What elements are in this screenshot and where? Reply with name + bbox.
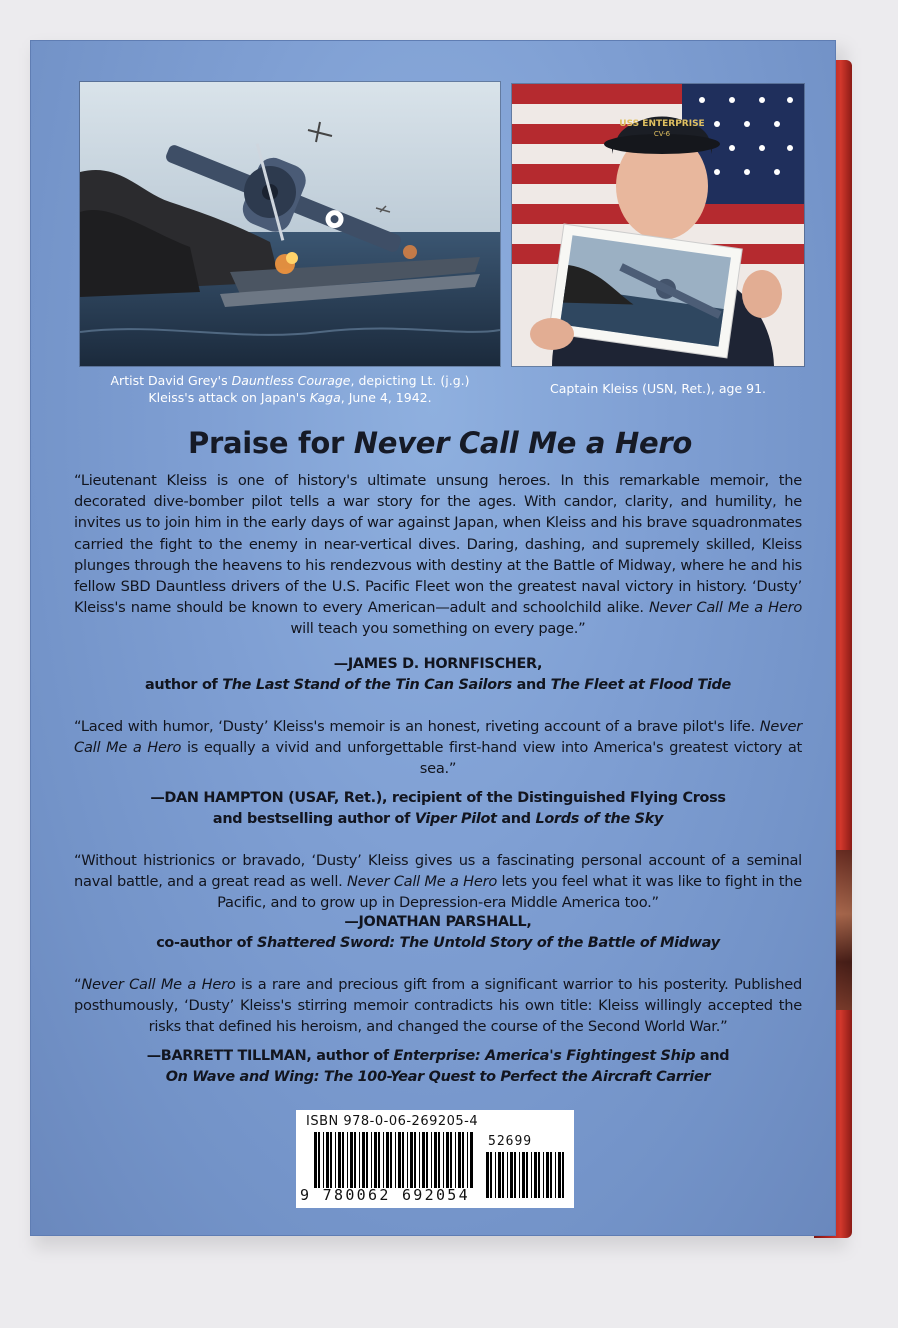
barcode-bar [534, 1152, 537, 1198]
caption-left-italic: Dauntless Courage [231, 373, 351, 388]
isbn-label: ISBN 978-0-06-269205-4 [306, 1114, 479, 1129]
attribution-text: co-author of [156, 935, 257, 951]
barcode-bar [555, 1152, 556, 1198]
quote-parshall [74, 850, 802, 914]
barcode-bar [507, 1152, 508, 1198]
barcode-bar [446, 1132, 449, 1188]
barcode-bar [330, 1132, 332, 1188]
quote-italic: Never Call Me a Hero [648, 599, 802, 617]
barcode-bar [383, 1132, 384, 1188]
barcode-bar [395, 1132, 396, 1188]
quote-text: will teach you something on every page.” [290, 620, 586, 638]
barcode-bar [422, 1132, 425, 1188]
quote-hornfischer [74, 470, 802, 640]
barcode-bar [347, 1132, 348, 1188]
barcode-bar [414, 1132, 416, 1188]
attribution-text: (USAF, Ret.), recipient of the Distinguished Flying Cross [283, 790, 726, 806]
barcode-bar [514, 1152, 516, 1198]
quote-text: lets you feel what it was like to fight in the Pacific, and to grow up in Depression-era Middle America too.” [217, 873, 803, 912]
barcode-bar [326, 1132, 329, 1188]
quote-tillman [74, 974, 802, 1038]
quote-text: “Laced with humor, ‘Dusty’ Kleiss's memoir is an honest, riveting account of a brave pilot's life. [74, 718, 760, 735]
barcode-bar [467, 1132, 468, 1188]
barcode-bar [386, 1132, 389, 1188]
attribution-book: Lords of the Sky [535, 811, 664, 827]
barcode-bar [490, 1152, 492, 1198]
barcode-bar [314, 1132, 317, 1188]
caption-right: Captain Kleiss (USN, Ret.), age 91. [550, 381, 766, 396]
barcode-bar [342, 1132, 344, 1188]
caption-left-text: , June 4, 1942. [340, 390, 432, 405]
barcode-bar [350, 1132, 353, 1188]
barcode-bar [538, 1152, 540, 1198]
attribution-name: —JAMES D. HORNFISCHER, [333, 656, 543, 672]
barcode-bar [431, 1132, 432, 1188]
heading-prefix: Praise for [188, 426, 354, 460]
quote-text: is equally a vivid and unforgettable first-hand view into America's greatest victory at sea.” [181, 739, 802, 778]
attribution-parshall [74, 912, 802, 954]
barcode-bar [519, 1152, 520, 1198]
quote-italic: Never Call Me a Hero [74, 718, 802, 757]
attribution-name: —JONATHAN PARSHALL, [344, 914, 532, 930]
caption-left [84, 372, 496, 406]
barcode-bar [402, 1132, 404, 1188]
caption-left-italic: Kaga [309, 390, 341, 405]
barcode-bar [359, 1132, 360, 1188]
barcode-bar [426, 1132, 428, 1188]
barcode-bar [458, 1132, 461, 1188]
price-code: 52699 [488, 1134, 533, 1149]
barcode-bar [498, 1152, 501, 1198]
barcode-bar [522, 1152, 525, 1198]
barcode-bar [526, 1152, 528, 1198]
barcode-bar [450, 1132, 452, 1188]
attribution-text: and [695, 1048, 730, 1064]
barcode-bar [486, 1152, 489, 1198]
quote-text: “Lieutenant Kleiss is one of history's ultimate unsung heroes. In this remarkable memoir, the decorated dive-bomber pilot tells a war story for the ages. With candor, clarity, and humility, he invites us to join him in the early days of war against Japan, when Kleiss and his brave squadronmates carried the fight to the enemy in near-vertical dives. Daring, dashing, and supremely skilled, Kleiss plunges through the heavens to his rendezvous with destiny at the Battle of Midway, where he and his fellow SBD Dauntless drivers of the U.S. Pacific Fleet won the greatest naval victory in history. ‘Dusty’ Kleiss's name should be known to every American—adult and schoolchild alike. [74, 472, 802, 617]
barcode-bar [362, 1132, 365, 1188]
captain-photo-icon [512, 84, 804, 366]
cap-text: USS ENTERPRISE [619, 119, 705, 129]
heading-title: Never Call Me a Hero [353, 426, 692, 460]
barcode-bar [419, 1132, 420, 1188]
quote-italic: Never Call Me a Hero [346, 873, 498, 891]
caption-left-text: , depicting Lt. (j.g.) [350, 373, 470, 388]
attribution-book: On Wave and Wing: The 100-Year Quest to Perfect the Aircraft Carrier [165, 1069, 711, 1085]
barcode-bar [495, 1152, 496, 1198]
barcode-addon-bars-icon [486, 1152, 566, 1198]
barcode-bar [531, 1152, 532, 1198]
barcode-bar [354, 1132, 356, 1188]
attribution-book: The Fleet at Flood Tide [550, 677, 732, 693]
dive-bomber-painting-icon [80, 82, 500, 366]
barcode-bar [550, 1152, 552, 1198]
quote-hampton [74, 716, 802, 780]
barcode-bar [510, 1152, 513, 1198]
barcode-bar [335, 1132, 336, 1188]
barcode-bar [323, 1132, 324, 1188]
attribution-tillman [74, 1046, 802, 1088]
isbn-barcode [296, 1110, 574, 1208]
barcode-bar [338, 1132, 341, 1188]
quote-text: “ [74, 976, 82, 993]
attribution-text: author of [311, 1048, 394, 1064]
quote-italic: Never Call Me a Hero [81, 976, 236, 993]
barcode-bar [374, 1132, 377, 1188]
barcode-bar [562, 1152, 564, 1198]
attribution-hornfischer [74, 654, 802, 696]
barcode-bar [502, 1152, 504, 1198]
caption-left-text: Artist David Grey's [110, 373, 232, 388]
cap-subtext: CV-6 [653, 130, 671, 138]
barcode-bar [443, 1132, 444, 1188]
barcode-bar [318, 1132, 320, 1188]
quote-text: “Without histrionics or bravado, ‘Dusty’ Kleiss gives us a fascinating personal account of a seminal naval battle, and a great read as well. [74, 852, 802, 891]
attribution-name: —DAN HAMPTON [150, 790, 284, 806]
attribution-text: and [496, 811, 536, 827]
barcode-bar [558, 1152, 561, 1198]
barcode-bar [366, 1132, 368, 1188]
painting-dauntless-courage [80, 82, 500, 366]
barcode-bar [398, 1132, 401, 1188]
attribution-book: Viper Pilot [414, 811, 497, 827]
attribution-text: and [511, 677, 551, 693]
barcode-bar [470, 1132, 473, 1188]
barcode-bar [410, 1132, 413, 1188]
barcode-bars-icon [314, 1132, 474, 1188]
barcode-bar [378, 1132, 380, 1188]
barcode-bar [438, 1132, 440, 1188]
attribution-text: and bestselling author of [212, 811, 415, 827]
photo-captain-kleiss [512, 84, 804, 366]
quote-text: is a rare and precious gift from a significant warrior to his posterity. Published posthumously, ‘Dusty’ Kleiss's stirring memoir contradicts his own title: Kleiss willingly accepted the risks that defined his heroism, and changed the course of the Second World War.” [74, 976, 802, 1036]
barcode-bar [455, 1132, 456, 1188]
barcode-bar [434, 1132, 437, 1188]
praise-heading [60, 426, 820, 460]
barcode-bar [462, 1132, 464, 1188]
attribution-hampton [74, 788, 802, 830]
barcode-bar [407, 1132, 408, 1188]
attribution-book: The Last Stand of the Tin Can Sailors [222, 677, 512, 693]
attribution-book: Shattered Sword: The Untold Story of the Battle of Midway [256, 935, 720, 951]
barcode-bar [543, 1152, 544, 1198]
barcode-bar [371, 1132, 372, 1188]
attribution-name: —BARRETT TILLMAN, [146, 1048, 312, 1064]
attribution-book: Enterprise: America's Fightingest Ship [393, 1048, 696, 1064]
barcode-bar [390, 1132, 392, 1188]
attribution-text: author of [144, 677, 223, 693]
barcode-bar [546, 1152, 549, 1198]
caption-left-text: Kleiss's attack on Japan's [148, 390, 310, 405]
barcode-digits: 9 780062 692054 [300, 1186, 470, 1204]
